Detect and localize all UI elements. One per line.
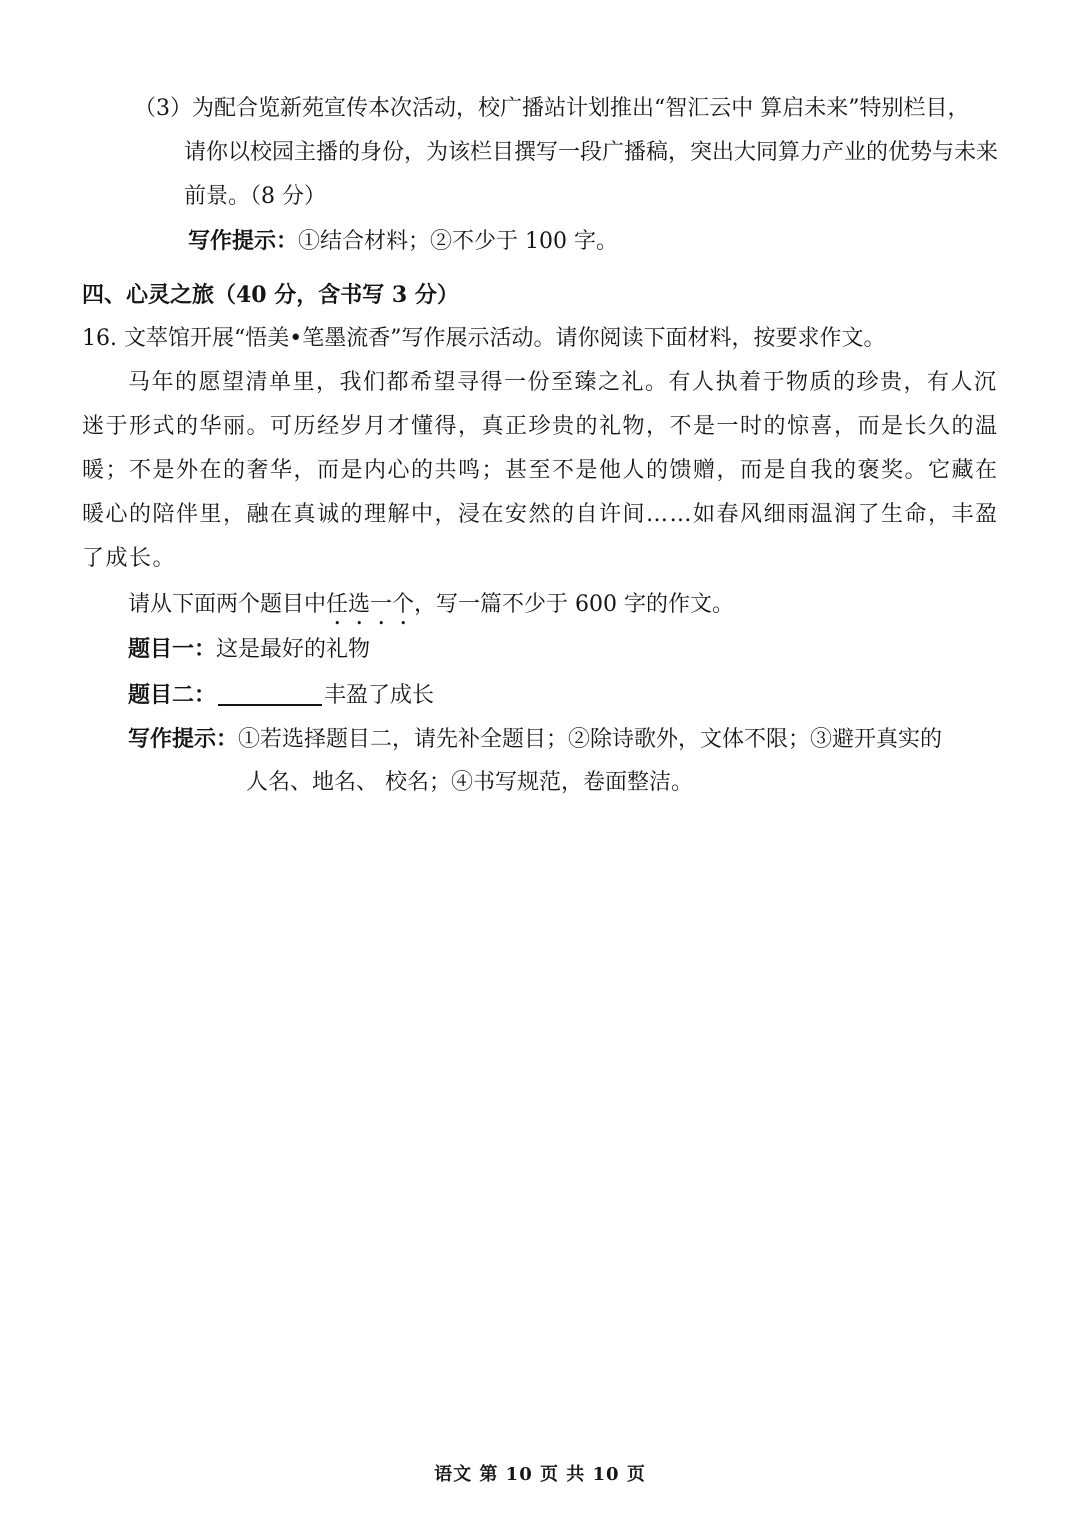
q3-writing-tip bbox=[188, 226, 618, 257]
material-line-3: 暖；不是外在的奢华，而是内心的共鸣；甚至不是他人的馈赠，而是自我的褒奖。它藏在 bbox=[82, 458, 999, 483]
material-line-1: 马年的愿望清单里，我们都希望寻得一份至臻之礼。有人执着于物质的珍贵，有人沉 bbox=[128, 370, 998, 395]
q16-writing-tips bbox=[128, 724, 942, 755]
q16-intro: 16. 文萃馆开展“悟美•笔墨流香”写作展示活动。请你阅读下面材料，按要求作文。 bbox=[82, 326, 886, 351]
title1-text: 这是最好的礼物 bbox=[216, 637, 371, 662]
q16-tips-line-2: 人名、地名、 校名；④书写规范，卷面整洁。 bbox=[246, 770, 693, 795]
section-4-heading: 四、心灵之旅（40 分，含书写 3 分） bbox=[82, 282, 459, 308]
instruction-text-before: 请从下面两个题目中 bbox=[128, 592, 327, 617]
title-blank-line bbox=[218, 682, 322, 706]
instruction-emphasis: 任选一个 bbox=[326, 592, 415, 617]
page-footer: 语文 第 10 页 共 10 页 bbox=[434, 1464, 646, 1485]
title2-text: 丰盈了成长 bbox=[324, 683, 435, 708]
instruction-text-after: ，写一篇不少于 600 字的作文。 bbox=[414, 592, 735, 617]
q3-line-3: 前景。（8 分） bbox=[184, 184, 326, 209]
q16-instruction bbox=[128, 590, 734, 630]
q16-tips-label: 写作提示： bbox=[128, 726, 239, 752]
q3-tip-text: ①结合材料；②不少于 100 字。 bbox=[298, 229, 618, 254]
title1-label: 题目一： bbox=[128, 636, 217, 662]
title-option-1 bbox=[128, 634, 370, 665]
material-line-5: 了成长。 bbox=[82, 546, 177, 571]
q3-line-1: （3）为配合览新苑宣传本次活动，校广播站计划推出“智汇云中 算启未来”特别栏目， bbox=[134, 96, 970, 121]
q16-tips-line-1: ①若选择题目二，请先补全题目；②除诗歌外，文体不限；③避开真实的 bbox=[238, 727, 943, 752]
material-line-2: 迷于形式的华丽。可历经岁月才懂得，真正珍贵的礼物，不是一时的惊喜，而是长久的温 bbox=[82, 414, 999, 439]
q3-tip-label: 写作提示： bbox=[188, 228, 299, 254]
material-line-4: 暖心的陪伴里，融在真诚的理解中，浸在安然的自许间……如春风细雨温润了生命，丰盈 bbox=[82, 502, 999, 527]
q3-line-2: 请你以校园主播的身份，为该栏目撰写一段广播稿，突出大同算力产业的优势与未来 bbox=[184, 140, 999, 165]
title2-label: 题目二： bbox=[128, 682, 217, 708]
title-option-2 bbox=[128, 680, 434, 711]
